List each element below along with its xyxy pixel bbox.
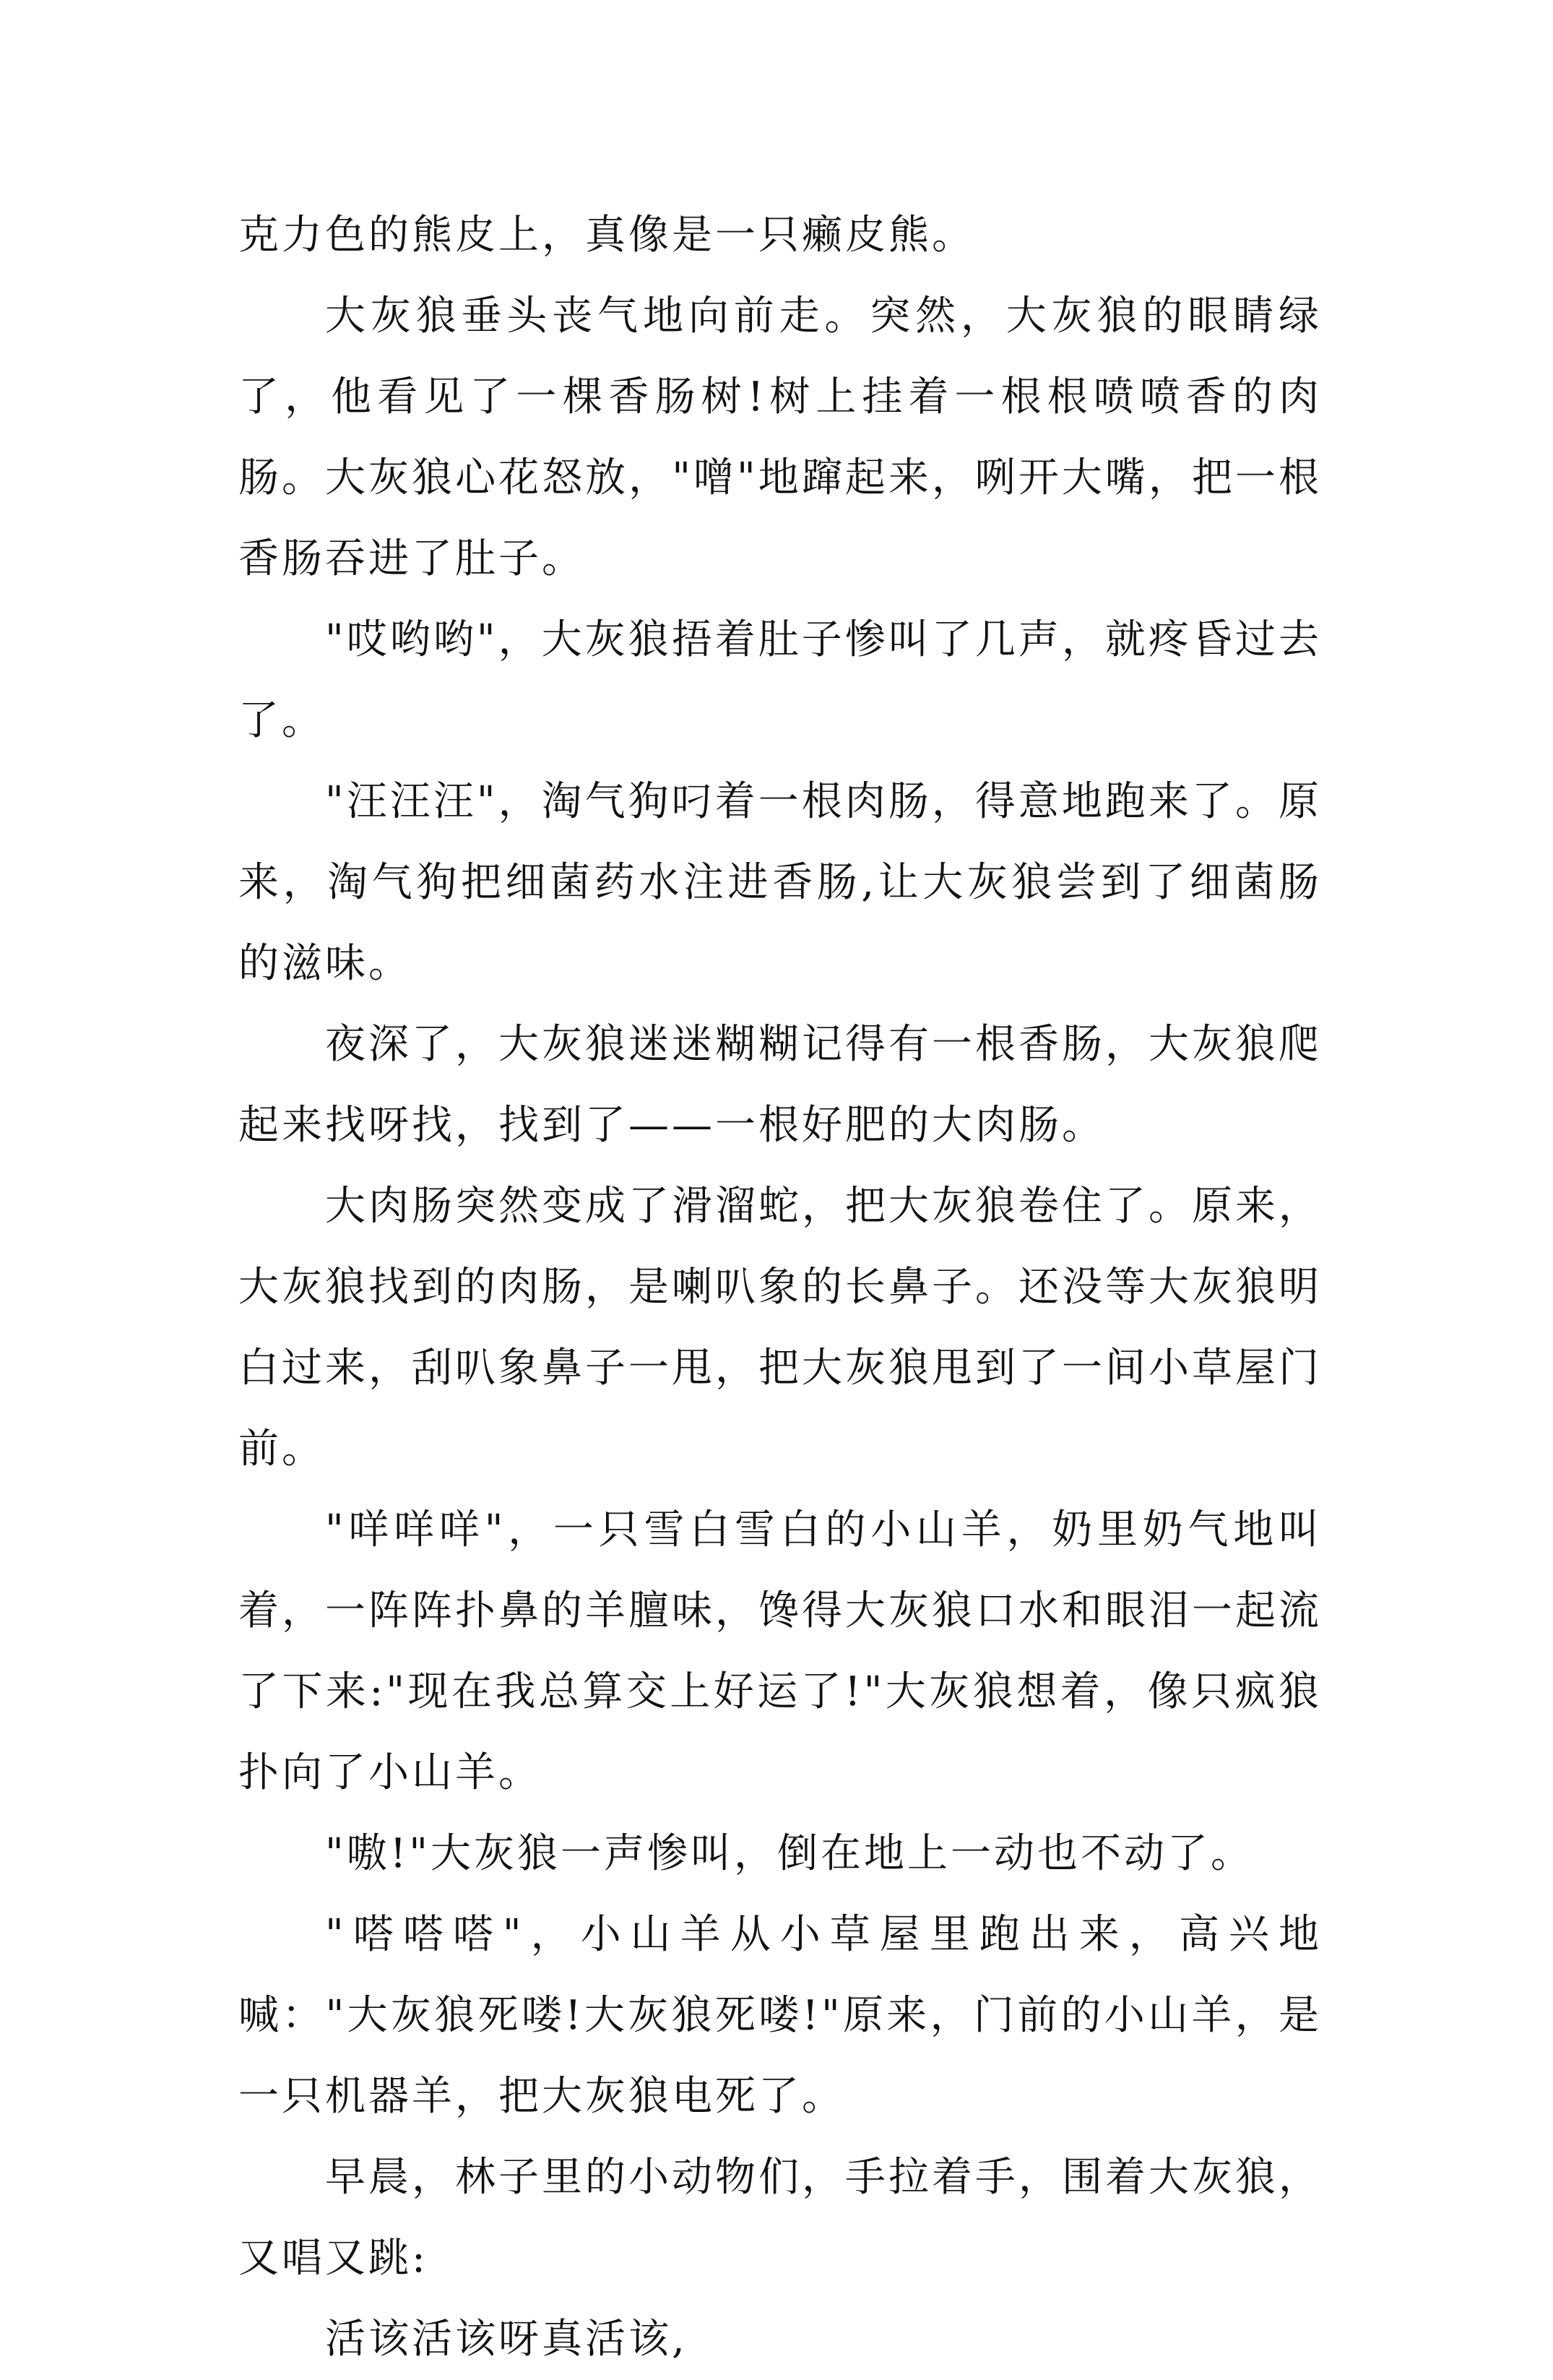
paragraph-9: "嗒嗒嗒"，小山羊从小草屋里跑出来，高兴地喊："大灰狼死喽!大灰狼死喽!"原来，门前的小山羊，是一只机器羊，把大灰狼电死了。 — [238, 1911, 1322, 2120]
paragraph-6: 大肉肠突然变成了滑溜蛇，把大灰狼卷住了。原来，大灰狼找到的肉肠，是喇叭象的长鼻子。还没等大灰狼明白过来，刮叭象鼻子一甩，把大灰狼甩到了一间小草屋门前。 — [238, 1183, 1322, 1473]
paragraph-10: 早晨，林子里的小动物们，手拉着手，围着大灰狼，又唱又跳: — [238, 2154, 1322, 2282]
paragraph-2: 大灰狼垂头丧气地向前走。突然，大灰狼的眼睛绿了，他看见了一棵香肠树!树上挂着一根根喷喷香的肉肠。大灰狼心花怒放，"噌"地蹿起来，咧开大嘴，把一根香肠吞进了肚子。 — [238, 293, 1322, 582]
paragraph-1: 克力色的熊皮上，真像是一只癞皮熊。 — [238, 212, 975, 259]
paragraph-7: "咩咩咩"，一只雪白雪白的小山羊，奶里奶气地叫着，一阵阵扑鼻的羊膻味，馋得大灰狼口水和眼泪一起流了下来:"现在我总算交上好运了!"大灰狼想着，像只疯狼扑向了小山羊。 — [238, 1506, 1322, 1796]
story-text — [238, 195, 1322, 2380]
paragraph-8: "嗷!"大灰狼一声惨叫，倒在地上一动也不动了。 — [325, 1830, 1255, 1877]
paragraph-5: 夜深了，大灰狼迷迷糊糊记得有一根香肠，大灰狼爬起来找呀找，找到了——一根好肥的大肉肠。 — [238, 1021, 1322, 1149]
paragraph-11: 活该活该呀真活该, — [325, 2316, 688, 2363]
paragraph-4: "汪汪汪"，淘气狗叼着一根肉肠，得意地跑来了。原来，淘气狗把细菌药水注进香肠,让大灰狼尝到了细菌肠的滋味。 — [238, 778, 1322, 987]
paragraph-3: "哎哟哟"，大灰狼捂着肚子惨叫了几声，就疼昏过去了。 — [238, 616, 1322, 744]
